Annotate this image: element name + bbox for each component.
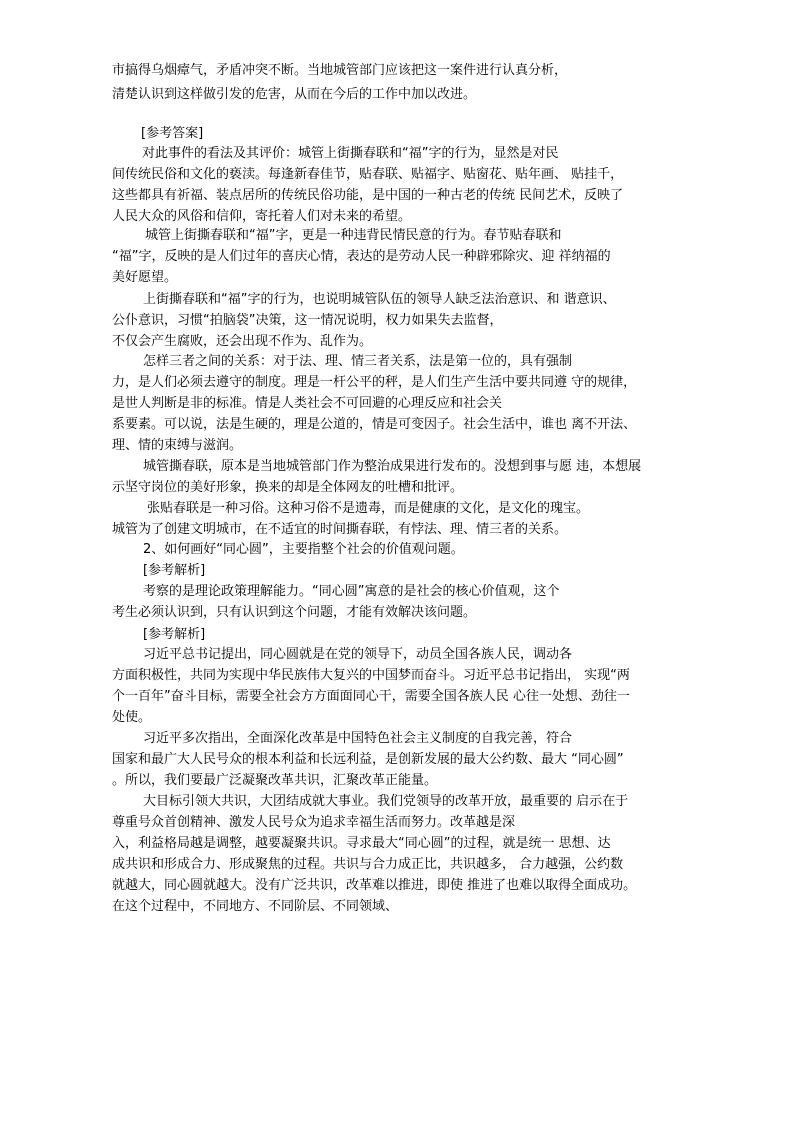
text-line: 公仆意识，习惯“拍脑袋”决策，这一情况说明，权力如果失去监督， bbox=[112, 313, 503, 328]
text-line: 考生必须认识到，只有认识到这个问题，才能有效解决该问题。 bbox=[112, 605, 477, 620]
text-line: 在这个过程中，不同地方、不同阶层、不同领域、 bbox=[112, 899, 399, 914]
text-line: “福”字，反映的是人们过年的喜庆心情，表达的是劳动人民一种辟邪除灾、迎 祥纳福的 bbox=[112, 249, 611, 264]
text-line: 间传统民俗和文化的亵渎。每逢新春佳节，贴春联、贴福字、贴窗花、贴年画、 贴挂千， bbox=[112, 167, 624, 182]
text-line: 力，是人们必须去遵守的制度。理是一杆公平的秤，是人们生产生活中要共同遵 守的规律， bbox=[112, 375, 637, 390]
text-line: 美好愿望。 bbox=[112, 270, 178, 285]
text-line: 习近平总书记提出，同心圆就是在党的领导下，动员全国各族人民，调动各 bbox=[143, 647, 573, 662]
text-line: 清楚认识到这样做引发的危害，从而在今后的工作中加以改进。 bbox=[112, 87, 477, 102]
text-line: 城管撕春联，原本是当地城管部门作为整治成果进行发布的。没想到事与愿 违，本想展 bbox=[143, 459, 642, 474]
text-line: 这些都具有祈福、装点居所的传统民俗功能，是中国的一种古老的传统 民间艺术，反映了 bbox=[112, 188, 624, 203]
text-line: 不仅会产生腐败，还会出现不作为、乱作为。 bbox=[112, 334, 373, 349]
text-line: 尊重号众首创精神、激发人民号众为追求幸福生活而努力。改革越是深 bbox=[112, 815, 516, 830]
analysis-heading: [参考解析] bbox=[143, 563, 206, 578]
text-line: 对此事件的看法及其评价：城管上街撕春联和“福”字的行为，显然是对民 bbox=[142, 146, 559, 161]
text-line: 习近平多次指出，全面深化改革是中国特色社会主义制度的自我完善，符合 bbox=[143, 731, 573, 746]
text-line: 理、情的束缚与滋润。 bbox=[112, 438, 243, 453]
text-line: 城管上街撕春联和“福”字，更是一种违背民情民意的行为。春节贴春联和 bbox=[145, 228, 562, 243]
text-line: 入，利益格局越是调整，越要凝聚共识。寻求最大“同心圆”的过程，就是统一 思想、达 bbox=[112, 836, 611, 851]
text-line: 怎样三者之间的关系：对于法、理、情三者关系，法是第一位的，具有强制 bbox=[143, 354, 573, 369]
analysis-heading: [参考解析] bbox=[143, 627, 206, 642]
text-line: 大目标引领大共识，大团结成就大事业。我们党领导的改革开放，最重要的 启示在于 bbox=[143, 794, 629, 809]
text-line: 考察的是理论政策理解能力。“同心圆”寓意的是社会的核心价值观，这个 bbox=[143, 584, 560, 599]
text-line: 方面积极性，共同为实现中华民族伟大复兴的中国梦而奋斗。习近平总书记指出， 实现“两 bbox=[112, 668, 630, 683]
text-line: 城管为了创建文明城市，在不适宜的时间撕春联，有悖法、理、情三者的关系。 bbox=[112, 522, 568, 537]
text-line: 成共识和形成合力、形成聚焦的过程。共识与合力成正比，共识越多， 合力越强，公约数 bbox=[112, 857, 624, 872]
text-line: 上街撕春联和“福”字的行为，也说明城管队伍的领导人缺乏法治意识、和 谐意识、 bbox=[143, 292, 616, 307]
text-line: 国家和最广大人民号众的根本利益和长远利益，是创新发展的最大公约数、最大 “同心圆” bbox=[112, 752, 624, 767]
answer-heading: [参考答案] bbox=[141, 126, 204, 141]
text-line: 个一百年”奋斗目标，需要全社会方方面面同心干，需要全国各族人民 心往一处想、劲往一 bbox=[112, 689, 630, 704]
text-line: 就越大，同心圆就越大。没有广泛共识，改革难以推进，即使 推进了也难以取得全面成功。 bbox=[112, 878, 637, 893]
question-line: 2、如何画好“同心圆”，主要指整个社会的价值观问题。 bbox=[143, 542, 464, 557]
text-line: 处使。 bbox=[112, 710, 152, 725]
text-line: 市搞得乌烟瘴气，矛盾冲突不断。当地城管部门应该把这一案件进行认真分析， bbox=[112, 63, 568, 78]
text-line: 张贴春联是一种习俗。这种习俗不是遗毒，而是健康的文化，是文化的瑰宝。 bbox=[147, 501, 590, 516]
text-line: 是世人判断是非的标准。情是人类社会不可回避的心理反应和社会关 bbox=[112, 396, 503, 411]
text-line: 。所以，我们要最广泛凝聚改革共识，汇聚改革正能量。 bbox=[112, 773, 438, 788]
text-line: 人民大众的风俗和信仰，寄托着人们对未来的希望。 bbox=[112, 209, 412, 224]
text-line: 系要素。可以说，法是生硬的，理是公道的，情是可变因子。社会生活中，谁也 离不开法、 bbox=[112, 417, 637, 432]
text-line: 示坚守岗位的美好形象，换来的却是全体网友的吐槽和批评。 bbox=[112, 480, 464, 495]
